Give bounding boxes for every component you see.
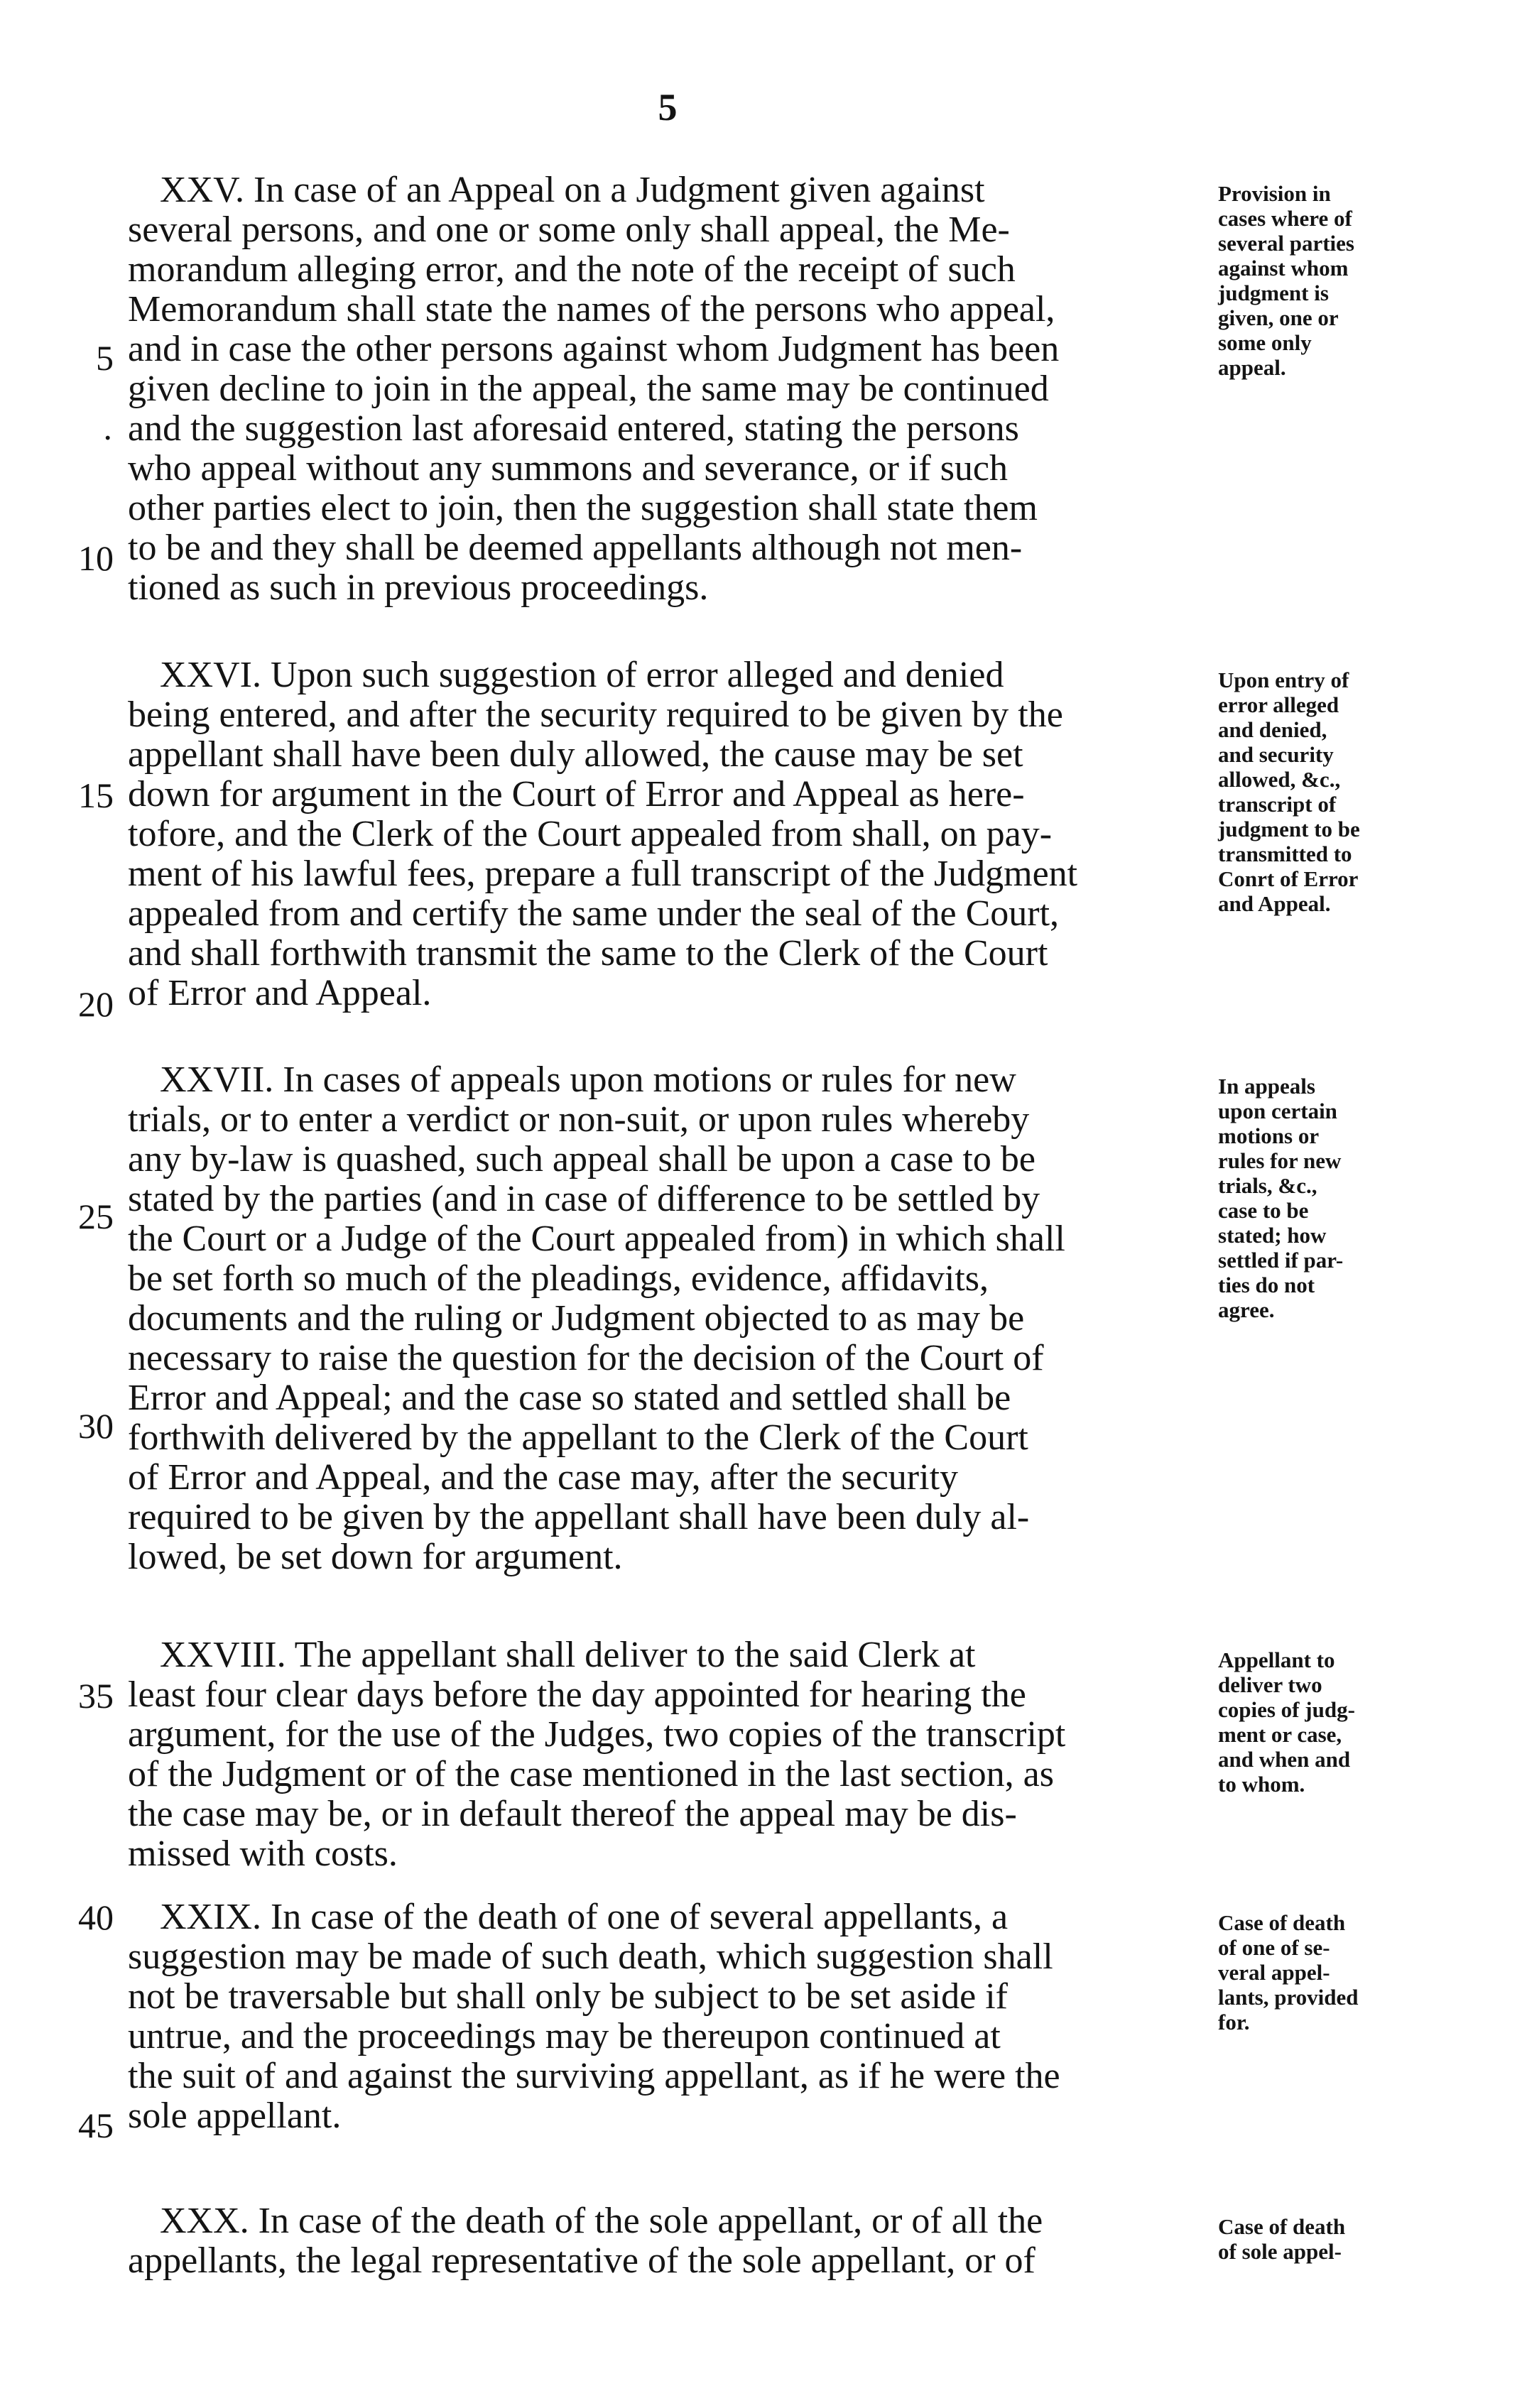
text-line: morandum alleging error, and the note of the receipt of such: [128, 249, 1016, 290]
text-line: XXX. In case of the death of the sole appellant, or of all the: [160, 2201, 1043, 2241]
text-line: argument, for the use of the Judges, two copies of the transcript: [128, 1714, 1066, 1755]
text-line: the suit of and against the surviving appellant, as if he were the: [128, 2056, 1060, 2096]
text-line: forthwith delivered by the appellant to the Clerk of the Court: [128, 1417, 1028, 1458]
text-line: suggestion may be made of such death, which suggestion shall: [128, 1936, 1053, 1977]
text-line: ment of his lawful fees, prepare a full transcript of the Judgment: [128, 854, 1078, 894]
text-line: who appeal without any summons and severance, or if such: [128, 448, 1009, 489]
margin-note-xxvii: In appeals upon certain motions or rules for new trials, &c., case to be stated; how settled if par- ties do not agree.: [1218, 1074, 1344, 1322]
margin-note-xxx: Case of death of sole appel-: [1218, 2214, 1346, 2264]
margin-note-xxvi: Upon entry of error alleged and denied, and security allowed, &c., transcript of judgment to be transmitted to Conrt of Error and Appeal.: [1218, 668, 1360, 916]
line-number: 30: [78, 1406, 114, 1446]
text-line: appellant shall have been duly allowed, the cause may be set: [128, 734, 1023, 775]
text-line: XXV. In case of an Appeal on a Judgment given against: [160, 170, 985, 210]
line-number: 20: [78, 984, 114, 1024]
text-line: untrue, and the proceedings may be thereupon continued at: [128, 2016, 1001, 2056]
text-line: of the Judgment or of the case mentioned in the last section, as: [128, 1754, 1054, 1794]
text-line: Memorandum shall state the names of the persons who appeal,: [128, 289, 1055, 329]
text-line: other parties elect to join, then the suggestion shall state them: [128, 488, 1038, 528]
text-line: to be and they shall be deemed appellants although not men-: [128, 528, 1023, 568]
line-number: 5: [96, 338, 114, 378]
text-line: XXIX. In case of the death of one of several appellants, a: [160, 1897, 1009, 1937]
text-line: be set forth so much of the pleadings, evidence, affidavits,: [128, 1258, 989, 1299]
line-number: ·: [102, 418, 114, 457]
text-line: stated by the parties (and in case of difference to be settled by: [128, 1179, 1040, 1219]
text-line: being entered, and after the security required to be given by the: [128, 694, 1063, 735]
text-line: tioned as such in previous proceedings.: [128, 567, 709, 608]
text-line: down for argument in the Court of Error and Appeal as here-: [128, 774, 1025, 815]
line-number: 40: [78, 1897, 114, 1937]
text-line: and shall forthwith transmit the same to the Clerk of the Court: [128, 933, 1048, 974]
text-line: documents and the ruling or Judgment objected to as may be: [128, 1298, 1025, 1339]
text-line: sole appellant.: [128, 2096, 342, 2136]
text-line: appellants, the legal representative of the sole appellant, or of: [128, 2240, 1035, 2281]
margin-note-xxv: Provision in cases where of several parties against whom judgment is given, one or some only appeal.: [1218, 181, 1354, 380]
text-line: several persons, and one or some only shall appeal, the Me-: [128, 209, 1010, 250]
text-line: lowed, be set down for argument.: [128, 1537, 623, 1577]
text-line: of Error and Appeal, and the case may, after the security: [128, 1457, 959, 1498]
text-line: XXVII. In cases of appeals upon motions or rules for new: [160, 1059, 1016, 1100]
text-line: and the suggestion last aforesaid entered, stating the persons: [128, 408, 1019, 449]
text-line: the case may be, or in default thereof the appeal may be dis-: [128, 1794, 1017, 1834]
text-line: missed with costs.: [128, 1834, 398, 1874]
text-line: required to be given by the appellant shall have been duly al-: [128, 1497, 1030, 1537]
page-number: 5: [658, 86, 678, 129]
line-number: 45: [78, 2105, 114, 2145]
text-line: appealed from and certify the same under the seal of the Court,: [128, 893, 1060, 934]
text-line: of Error and Appeal.: [128, 973, 432, 1013]
text-line: least four clear days before the day appointed for hearing the: [128, 1674, 1026, 1715]
text-line: XXVIII. The appellant shall deliver to the said Clerk at: [160, 1635, 976, 1675]
text-line: Error and Appeal; and the case so stated and settled shall be: [128, 1378, 1011, 1418]
text-line: and in case the other persons against whom Judgment has been: [128, 329, 1060, 369]
text-line: trials, or to enter a verdict or non-suit, or upon rules whereby: [128, 1099, 1030, 1140]
text-line: not be traversable but shall only be subject to be set aside if: [128, 1976, 1008, 2017]
text-line: necessary to raise the question for the decision of the Court of: [128, 1338, 1044, 1378]
line-number: 25: [78, 1197, 114, 1236]
line-number: 35: [78, 1676, 114, 1716]
text-line: tofore, and the Clerk of the Court appealed from shall, on pay-: [128, 814, 1053, 854]
text-line: any by-law is quashed, such appeal shall be upon a case to be: [128, 1139, 1035, 1180]
line-number: 10: [78, 538, 114, 578]
line-number: 15: [78, 775, 114, 815]
text-line: XXVI. Upon such suggestion of error alleged and denied: [160, 655, 1004, 695]
text-line: given decline to join in the appeal, the same may be continued: [128, 369, 1049, 409]
text-line: the Court or a Judge of the Court appealed from) in which shall: [128, 1219, 1065, 1259]
margin-note-xxviii: Appellant to deliver two copies of judg- ment or case, and when and to whom.: [1218, 1647, 1355, 1797]
margin-note-xxix: Case of death of one of se- veral appel- lants, provided for.: [1218, 1910, 1359, 2034]
